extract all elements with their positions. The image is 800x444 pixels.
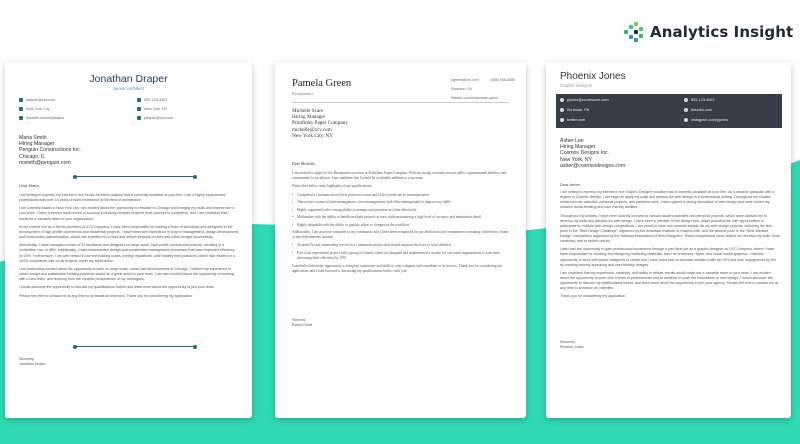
email-icon <box>19 98 23 102</box>
phone-icon <box>137 98 141 102</box>
bottom-divider <box>73 346 197 347</box>
email-icon <box>560 98 564 102</box>
list-item: • Completed a customer service best practices course and hold a certificate in communication <box>292 193 508 198</box>
list-item: • Multitasker with the ability to handle multiple projects at once while maintaining a high level of accuracy and attention to detail <box>292 215 508 220</box>
instagram-contact: instagram.com/pjones <box>684 118 728 122</box>
location-contact: Scranton, PA <box>451 87 472 91</box>
closing: Sincerely, Pamela Green <box>292 318 313 327</box>
applicant-role: Senior Architect <box>113 86 144 91</box>
location-contact: New York City <box>19 107 50 111</box>
top-divider <box>73 176 197 177</box>
cover-letter-phoenix-jones <box>546 62 791 418</box>
applicant-name: Jonathan Draper <box>89 73 168 85</box>
location-contact-2: New York, NY <box>137 107 167 111</box>
list-item: • Awarded for my outstanding service in a community project that helped improve the lives of local children <box>292 243 508 248</box>
analytics-insight-logo-icon <box>624 22 644 42</box>
list-item: • Highly adaptable with the ability to quickly adjust to changes in the workflow <box>292 223 508 228</box>
applicant-role: Receptionist <box>292 91 313 96</box>
logo-text: Analytics Insight <box>650 23 794 41</box>
letter-body: I am writing to express my interest in the Graphic Designer position that is currently available at your firm. As a creative graduate with a degree in Graphic Design, I am eager to apply my skills and passion for web design to a professional setting. Throughout my studies, extracurricular activities, personal projects, and part-time work, I have gained a strong foundation in web design and have honed my creative visual-thinking and user-friendly abilities. Throughout my studies, I have been actively involved in various student activities and personal projects, which have allowed me to develop my skills and passion for web design. I have been a member of the design club, which provided me with opportunities to participate in multiple web design competitions. I am proud to have won several awards for my web design projects, including the first prize in the "Web Design Challenge" organized by the American Institute of Graphic Arts, and the second prize in the "Best Website Design" competition organized by the National Association of Web Designers. These competitions have helped me develop my skills, think creatively, and to deliver results. I also had the opportunity to gain professional experience through a part-time job as a graphic designer at XYZ Company, where I have been responsible for creating and designing marketing materials, such as brochures, flyers, and social media graphics. I had the opportunity to work with senior designers to create and I have been able to increase website traffic by 15% and user engagement by 5% by creating visually appealing and user-friendly designs. I am confident that my experience, creativity, and ability to deliver results would make me a valuable asset to your team. I am excited about the opportunity to work with a team of professionals and to continue to push the boundaries of web design. I would welcome the opportunity to discuss my qualifications further and learn more about the opportunity to join your agency. Please feel free to contact me at any time to schedule an interview. Thank you for considering my application. <box>560 190 780 299</box>
home-icon <box>137 107 141 111</box>
linkedin-contact: linkedin.com/in/pamela-green <box>451 96 498 100</box>
email-contact-2: jdraper@zcv.com <box>137 116 173 120</box>
applicant-name: Phoenix Jones <box>560 71 626 82</box>
applicant-name: Pamela Green <box>292 78 352 89</box>
list-item: • Highly organized with a strong ability to manage and prioritize my time effectively <box>292 208 508 213</box>
header-rule <box>292 102 509 103</box>
linkedin-icon <box>684 108 688 112</box>
salutation: Dear Michelle, <box>292 161 316 166</box>
email-contact: pgreen@zcv.com (555) 555-5555 <box>451 78 515 82</box>
twitter-icon <box>560 118 564 122</box>
cover-letter-jonathan-draper <box>5 62 252 418</box>
linkedin-contact: linkedin.com <box>684 108 712 112</box>
email-contact: pjones@zcvresume.com <box>560 98 609 102</box>
location-icon <box>560 108 564 112</box>
applicant-role: Graphic Designer <box>560 83 593 88</box>
linkedin-icon <box>19 116 23 120</box>
location-contact: Scranton, PA <box>560 108 589 112</box>
contact-bar <box>556 94 782 128</box>
cover-letter-pamela-green <box>275 62 526 418</box>
qualifications-list <box>292 193 508 228</box>
recipient-address: Michelle Scare Hiring Manager Printfinity Paper Company michelle@zcv.com New York City, NY <box>292 108 348 139</box>
recipient-address: Maria Smith Hiring Manager Penguin Constructions Inc. Chicago, IL msmith@penguin.com <box>19 135 81 166</box>
phone-contact: 555-123-4567 <box>137 98 168 102</box>
closing: Sincerely, Jonathan Draper <box>19 357 46 366</box>
recipient-address: Asher Lee Hiring Manager Cosmos Designs Inc. New York, NY asher@cosmosdesigns.com <box>560 138 626 169</box>
salutation: Dear Maria, <box>19 183 40 188</box>
email-contact: jdraper@zcv.com <box>19 98 55 102</box>
phone-contact: 555-123-4567 <box>684 98 715 102</box>
instagram-icon <box>684 118 688 122</box>
salutation: Dear Asher, <box>560 182 581 187</box>
linkedin-contact: linkedin.com/in/jdraper <box>19 116 64 120</box>
analytics-insight-logo <box>624 22 793 42</box>
list-item: • Taken extra courses in time management, stress management, and office management to improve my skills <box>292 200 508 205</box>
twitter-contact: twitter.com <box>560 118 585 122</box>
letter-body: I am excited to apply for the Receptionist position at Printfinity Paper Company. With my strong customer service skills, organizational abilities, and commitment to excellence, I am confident that I would be a valuable addition to your team. Please find below some highlights of my qualifications: • Completed a customer service best practices course and hold a certificate in communication • Taken extra courses in time management, stress management, and office management to improve my skills • Highly organized with a strong ability to manage and prioritize my time effectively • Multitasker with the ability to handle multiple projects at once while maintaining a high level of accuracy and attention to detail • Highly adaptable with the ability to quickly adjust to changes in the workflow Additionally, I am an active volunteer in my community and I have been recognized for my dedication and commitment to making a difference. Some of my achievements include: • Awarded for my outstanding service in a community project that helped improve the lives of local children • Part of an experiential project with a group of friends where we designed and implemented a system for our youth organizations to save time, increasing their efficiency by 20% I am thrilled about the opportunity to bring my experience and skills to your company and contribute to its success. Thank you for considering my application, and I look forward to discussing my qualifications further with you. <box>292 171 508 277</box>
achievements-list <box>292 243 508 261</box>
letter-body: I am writing to express my interest in the Senior Architect position that is currently available at your firm. I am a highly experienced professional with over 10 years of work experience in the field of architecture. I am currently based in New York, but I am excited about the opportunity to relocate to Chicago and bringing my skills and experience to your team. I have a proven track record of success in leading complex projects from concept to completion, and I am confident that I would be a valuable asset to your organization. In my current role as a Senior Architect at XYZ Company, I have been responsible for leading a team of architects and designers in the development of high-profile commercial and residential projects. I have extensive experience in project management, design development, and construction administration, which has enabled me to lead and deliver projects on time and within budget successfully. Specifically, I have managed a team of 15 architects and designers on large-scale, high-profile commercial projects, resulting in a completion rate of 98%. Additionally, I have implemented design and construction management processes that have improved efficiency by 20%. Furthermore, I am well versed in current building codes, zoning regulations, and industry best practices, which has resulted in a 100% compliance rate on all projects under my supervision. I am particularly excited about the opportunity to work on large-scale, mixed-use developments in Chicago. I believe my experience in urban design and sustainable building practices would be a great asset to your team. I am also excited about the opportunity of working with a new team, and learning from the creative perspectives of my colleagues. I would welcome the opportunity to discuss my qualifications further and learn more about the opportunity to join your team. Please feel free to contact me at any time to schedule an interview. Thank you for considering my application. <box>19 193 239 298</box>
location-icon <box>19 107 23 111</box>
mail-icon <box>137 116 141 120</box>
phone-icon <box>684 98 688 102</box>
closing: Sincerely, Phoenix Jones <box>560 340 584 349</box>
list-item: • Part of an experiential project with a group of friends where we designed and implemented a system for our youth organizations to save time, increasing their efficiency by 20% <box>292 251 508 261</box>
